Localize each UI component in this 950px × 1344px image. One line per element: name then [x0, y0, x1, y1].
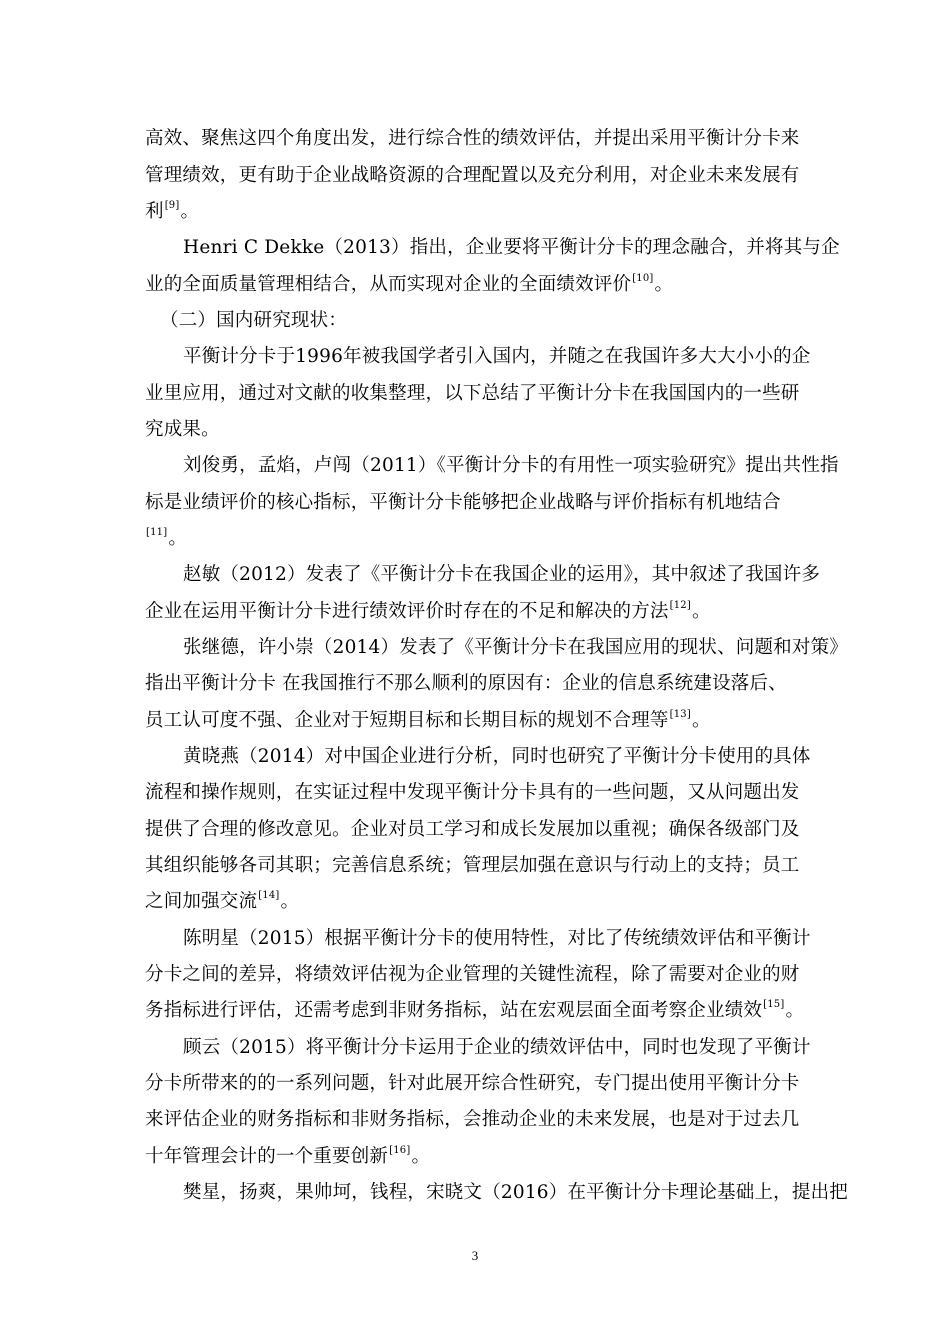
citation-ref: [16]: [389, 1145, 411, 1156]
body-line: 分卡之间的差异，将绩效评估视为企业管理的关键性流程，除了需要对企业的财: [145, 964, 800, 985]
paragraph-line: 刘俊勇，孟焰，卢闯（2011）《平衡计分卡的有用性一项实验研究》提出共性指: [183, 455, 839, 476]
body-line: 分卡所带来的的一系列问题，针对此展开综合性研究，专门提出使用平衡计分卡: [145, 1073, 800, 1094]
paragraph-line: 平衡计分卡于1996年被我国学者引入国内，并随之在我国许多大大小小的企: [183, 346, 811, 367]
body-line: 业里应用，通过对文献的收集整理，以下总结了平衡计分卡在我国国内的一些研: [145, 383, 800, 404]
paragraph-line: 顾云（2015）将平衡计分卡运用于企业的绩效评估中，同时也发现了平衡计: [183, 1037, 811, 1058]
page-number: 3: [471, 1248, 479, 1263]
paragraph-line: 樊星，扬爽，果帅坷，钱程，宋晓文（2016）在平衡计分卡理论基础上，提出把: [183, 1182, 848, 1203]
body-line: 流程和操作规则，在实证过程中发现平衡计分卡具有的一些问题，又从问题出发: [145, 782, 800, 803]
body-line: 来评估企业的财务指标和非财务指标，会推动企业的未来发展，也是对于过去几: [145, 1109, 800, 1130]
body-line: 十年管理会计的一个重要创新[16]。: [145, 1145, 431, 1167]
paragraph-line: 陈明星（2015）根据平衡计分卡的使用特性，对比了传统绩效评估和平衡计: [183, 928, 811, 949]
body-line: 高效、聚焦这四个角度出发，进行综合性的绩效评估，并提出采用平衡计分卡来: [145, 128, 800, 149]
citation-ref: [12]: [669, 600, 691, 611]
body-line: 其组织能够各司其职；完善信息系统；管理层加强在意识与行动上的支持；员工: [145, 855, 800, 876]
body-line: 指出平衡计分卡 在我国推行不那么顺利的原因有：企业的信息系统建设落后、: [145, 673, 787, 694]
body-line: 提供了合理的修改意见。企业对员工学习和成长发展加以重视；确保各级部门及: [145, 819, 800, 840]
citation-ref: [13]: [669, 709, 691, 720]
citation-ref: [15]: [763, 999, 785, 1010]
body-line: [11]。: [146, 527, 188, 549]
body-line: 之间加强交流[14]。: [145, 890, 300, 912]
paragraph-line: 张继德，许小崇（2014）发表了《平衡计分卡在我国应用的现状、问题和对策》: [183, 637, 848, 658]
body-line: 企业在运用平衡计分卡进行绩效评价时存在的不足和解决的方法[12]。: [145, 600, 711, 622]
paragraph-line: 黄晓燕（2014）对中国企业进行分析，同时也研究了平衡计分卡使用的具体: [183, 746, 811, 767]
body-line: 管理绩效，更有助于企业战略资源的合理配置以及充分利用，对企业未来发展有: [145, 165, 800, 186]
body-line: 究成果。: [145, 419, 220, 440]
paragraph-line: Henri C Dekke（2013）指出，企业要将平衡计分卡的理念融合，并将其与企: [183, 237, 840, 258]
body-line: 业的全面质量管理相结合，从而实现对企业的全面绩效评价[10]。: [145, 273, 674, 295]
citation-ref: [10]: [632, 273, 654, 284]
citation-ref: [9]: [164, 200, 180, 211]
paragraph-line: 赵敏（2012）发表了《平衡计分卡在我国企业的运用》，其中叙述了我国许多: [183, 564, 821, 585]
body-line: 员工认可度不强、企业对于短期目标和长期目标的规划不合理等[13]。: [145, 709, 711, 731]
body-line: 标是业绩评价的核心指标，平衡计分卡能够把企业战略与评价指标有机地结合: [145, 492, 781, 513]
body-line: 务指标进行评估，还需考虑到非财务指标，站在宏观层面全面考察企业绩效[15]。: [145, 999, 805, 1021]
citation-ref: [11]: [146, 527, 168, 538]
section-heading: （二）国内研究现状：: [160, 310, 348, 331]
citation-ref: [14]: [258, 890, 280, 901]
body-line: 利[9]。: [145, 200, 200, 222]
